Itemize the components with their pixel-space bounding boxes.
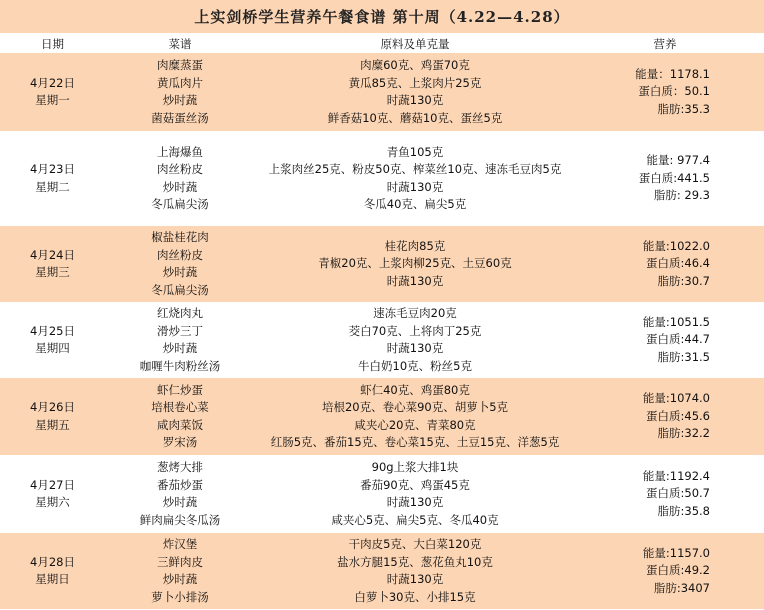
ingredient-line: 番茄90克、鸡蛋45克 (360, 477, 470, 492)
dish-name: 咸肉菜饭 (157, 417, 203, 432)
column-header-row (0, 33, 764, 53)
ingredient-line: 黄瓜85克、上浆肉片25克 (348, 75, 482, 90)
ingredient-line: 盐水方腿15克、葱花鱼丸10克 (337, 554, 493, 569)
weekday-text: 星期四 (35, 341, 70, 355)
dish-name: 肉糜蒸蛋 (157, 58, 203, 72)
nutrition-line: 脂肪:3407 (653, 580, 710, 595)
date-text: 4月26日 (30, 400, 75, 414)
nutrition-line: 脂肪: 29.3 (653, 188, 710, 203)
day-row (0, 302, 764, 379)
nutrition-line: 脂肪:30.7 (657, 273, 710, 288)
dishes-cell (105, 378, 255, 455)
dish-name: 椒盐桂花肉 (151, 230, 209, 244)
dish-name: 黄瓜肉片 (157, 75, 203, 90)
date-cell (0, 378, 105, 455)
nutrition-cell (620, 302, 710, 378)
ingredient-line: 鲜香菇10克、蘑菇10克、蛋丝5克 (327, 110, 503, 125)
nutrition-cell (620, 378, 710, 455)
ingredient-line: 培根20克、卷心菜90克、胡萝卜5克 (321, 400, 509, 414)
ingredients-cell (255, 455, 575, 533)
dish-name: 菌菇蛋丝汤 (151, 110, 209, 125)
date-cell (0, 53, 105, 131)
ingredients-cell (255, 53, 575, 131)
dish-name: 葱烤大排 (157, 460, 203, 474)
nutrition-line: 脂肪:32.2 (657, 426, 710, 441)
day-row (0, 226, 764, 303)
ingredient-line: 速冻毛豆肉20克 (373, 306, 457, 320)
weekday-text: 星期日 (35, 572, 70, 586)
weekday-text: 星期五 (35, 417, 70, 432)
ingredient-line: 虾仁40克、鸡蛋80克 (360, 382, 470, 397)
dish-name: 红烧肉丸 (157, 306, 203, 320)
nutrition-line: 能量:1074.0 (642, 391, 710, 406)
dish-name: 培根卷心菜 (151, 400, 209, 414)
dish-name: 滑炒三丁 (157, 323, 203, 338)
weekday-text: 星期二 (35, 179, 70, 194)
nutrition-line: 蛋白质:44.7 (646, 332, 710, 347)
dish-name: 炒时蔬 (162, 93, 198, 107)
nutrition-line: 蛋白质:49.2 (646, 563, 710, 578)
dish-name: 上海爆鱼 (157, 144, 203, 159)
ingredient-line: 干肉皮5克、大白菜120克 (348, 537, 482, 551)
dish-name: 炒时蔬 (162, 572, 198, 586)
header-date: 日期 (41, 37, 64, 51)
day-row (0, 53, 764, 132)
ingredient-line: 牛白奶10克、粉丝5克 (358, 358, 472, 373)
date-text: 4月25日 (30, 323, 75, 338)
dishes-cell (105, 131, 255, 226)
dish-name: 番茄炒蛋 (157, 477, 203, 492)
date-text: 4月23日 (30, 162, 75, 176)
header-menu: 菜谱 (168, 37, 192, 51)
dish-name: 炒时蔬 (162, 341, 198, 355)
ingredient-line: 肉糜60克、鸡蛋70克 (360, 58, 470, 72)
dishes-cell (105, 455, 255, 533)
ingredient-line: 时蔬130克 (386, 179, 444, 194)
weekday-text: 星期三 (35, 265, 70, 279)
sheet-title: 上实剑桥学生营养午餐食谱 第十周（4.22—4.28） (0, 0, 764, 33)
date-cell (0, 302, 105, 378)
dish-name: 冬瓜扁尖汤 (151, 197, 209, 211)
nutrition-line: 蛋白质:46.4 (646, 256, 710, 271)
weekday-text: 星期一 (35, 93, 70, 107)
ingredient-line: 青椒20克、上浆肉柳25克、土豆60克 (318, 256, 512, 271)
date-text: 4月24日 (30, 247, 75, 262)
ingredient-line: 桂花肉85克 (384, 238, 446, 253)
day-row (0, 131, 764, 227)
ingredient-line: 红肠5克、番茄15克、卷心菜15克、土豆15克、洋葱5克 (270, 435, 560, 449)
nutrition-line: 蛋白质:441.5 (638, 170, 710, 185)
day-row (0, 533, 764, 610)
day-row (0, 378, 764, 456)
ingredient-line: 茭白70克、上将肉丁25克 (348, 323, 482, 338)
nutrition-cell (620, 131, 710, 226)
dish-name: 炒时蔬 (162, 179, 198, 194)
nutrition-cell (620, 455, 710, 533)
nutrition-line: 脂肪:35.3 (657, 101, 710, 116)
ingredients-cell (255, 302, 575, 378)
dish-name: 炸汉堡 (162, 537, 198, 551)
dishes-cell (105, 226, 255, 302)
dish-name: 鲜肉扁尖冬瓜汤 (139, 512, 221, 527)
date-text: 4月28日 (30, 554, 75, 569)
header-ingredients: 原料及单克量 (380, 37, 450, 51)
date-text: 4月27日 (30, 477, 75, 492)
ingredient-line: 上浆肉丝25克、粉皮50克、榨菜丝10克、速冻毛豆肉5克 (268, 162, 562, 176)
dishes-cell (105, 302, 255, 378)
dish-name: 炒时蔬 (162, 495, 198, 509)
dish-name: 冬瓜扁尖汤 (151, 282, 209, 297)
ingredient-line: 青鱼105克 (386, 144, 444, 159)
nutrition-cell (620, 226, 710, 302)
ingredient-line: 90g上浆大排1块 (371, 460, 459, 474)
ingredients-cell (255, 533, 575, 609)
day-row (0, 455, 764, 534)
dish-name: 炒时蔬 (162, 265, 198, 279)
ingredient-line: 时蔬130克 (386, 273, 444, 288)
nutrition-line: 能量:1022.0 (642, 238, 710, 253)
nutrition-line: 蛋白质:50.7 (646, 486, 710, 501)
ingredient-line: 白萝卜30克、小排15克 (354, 589, 476, 604)
date-cell (0, 533, 105, 609)
nutrition-cell (620, 53, 710, 131)
dish-name: 萝卜小排汤 (151, 589, 209, 604)
nutrition-line: 蛋白质：50.1 (638, 84, 710, 99)
ingredient-line: 咸夹心5克、扁尖5克、冬瓜40克 (331, 512, 499, 527)
nutrition-cell (620, 533, 710, 609)
nutrition-line: 能量：1178.1 (635, 66, 710, 81)
nutrition-line: 蛋白质:45.6 (646, 408, 710, 423)
nutrition-line: 能量:1192.4 (642, 468, 710, 483)
nutrition-line: 能量:1051.5 (642, 314, 710, 329)
dishes-cell (105, 533, 255, 609)
nutrition-line: 脂肪:31.5 (657, 349, 710, 364)
date-cell (0, 226, 105, 302)
weekday-text: 星期六 (35, 495, 70, 509)
dish-name: 三鲜肉皮 (157, 554, 203, 569)
ingredients-cell (255, 131, 575, 226)
dishes-cell (105, 53, 255, 131)
ingredients-cell (255, 226, 575, 302)
header-nutrition: 营养 (653, 37, 677, 51)
date-text: 4月22日 (30, 75, 75, 90)
ingredient-line: 时蔬130克 (386, 572, 444, 586)
dish-name: 肉丝粉皮 (157, 247, 203, 262)
dish-name: 肉丝粉皮 (157, 162, 203, 176)
ingredients-cell (255, 378, 575, 455)
ingredient-line: 咸夹心20克、青菜80克 (354, 417, 476, 432)
dish-name: 咖喱牛肉粉丝汤 (139, 358, 221, 373)
ingredient-line: 时蔬130克 (386, 495, 444, 509)
ingredient-line: 时蔬130克 (386, 341, 444, 355)
dish-name: 罗宋汤 (162, 435, 198, 449)
date-cell (0, 455, 105, 533)
date-cell (0, 131, 105, 226)
nutrition-line: 能量: 977.4 (646, 153, 710, 168)
nutrition-line: 能量:1157.0 (642, 545, 710, 560)
nutrition-line: 脂肪:35.8 (657, 503, 710, 518)
dish-name: 虾仁炒蛋 (157, 382, 203, 397)
ingredient-line: 冬瓜40克、扁尖5克 (363, 197, 467, 211)
ingredient-line: 时蔬130克 (386, 93, 444, 107)
